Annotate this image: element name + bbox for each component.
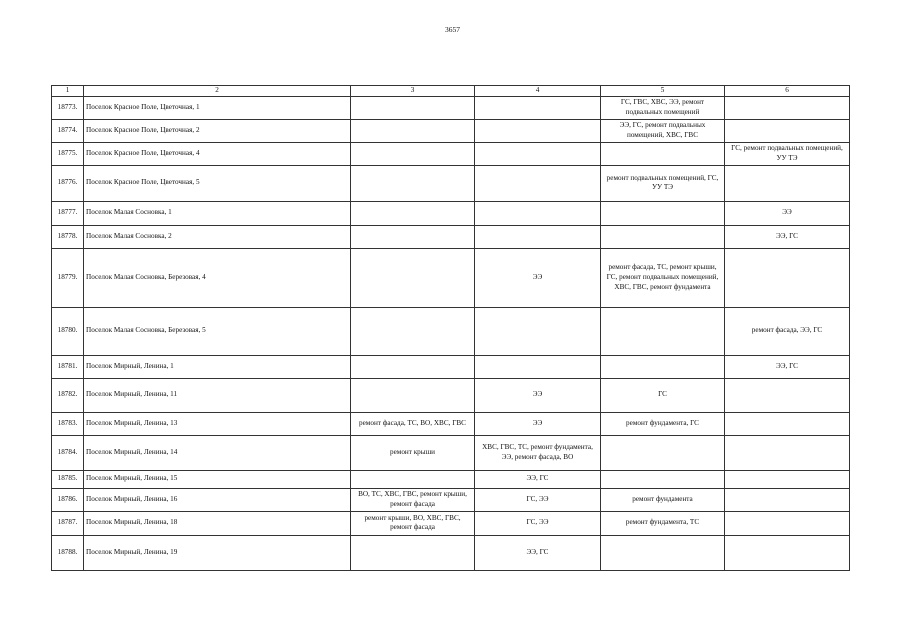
work-cell-col5: [601, 225, 725, 248]
work-cell-col4: ГС, ЭЭ: [475, 511, 601, 535]
work-cell-col4: [475, 201, 601, 225]
work-cell-col4: ЭЭ, ГС: [475, 535, 601, 570]
work-cell-col5: ГС: [601, 378, 725, 412]
address-cell: Поселок Мирный, Ленина, 19: [84, 535, 351, 570]
work-cell-col5: ремонт фундамента: [601, 488, 725, 511]
table-row: [52, 535, 850, 570]
work-cell-col6: [725, 488, 850, 511]
column-header: 1: [52, 86, 84, 97]
work-cell-col6: [725, 511, 850, 535]
work-cell-col3: ремонт крыши: [351, 435, 475, 470]
work-cell-col6: [725, 119, 850, 142]
work-cell-col4: ЭЭ: [475, 378, 601, 412]
work-cell-col4: ЭЭ: [475, 412, 601, 435]
row-number: 18774.: [52, 119, 84, 142]
address-cell: Поселок Малая Сосновка, Березовая, 4: [84, 248, 351, 307]
column-header: 5: [601, 86, 725, 97]
work-cell-col6: [725, 96, 850, 119]
row-number: 18773.: [52, 96, 84, 119]
work-cell-col5: [601, 535, 725, 570]
work-cell-col5: [601, 470, 725, 488]
work-cell-col3: [351, 225, 475, 248]
row-number: 18785.: [52, 470, 84, 488]
work-cell-col4: [475, 165, 601, 201]
work-cell-col6: [725, 378, 850, 412]
work-cell-col5: [601, 435, 725, 470]
work-cell-col5: ремонт фасада, ТС, ремонт крыши, ГС, ремонт подвальных помещений, ХВС, ГВС, ремонт фундамента: [601, 248, 725, 307]
work-cell-col6: ЭЭ, ГС: [725, 225, 850, 248]
work-cell-col3: [351, 470, 475, 488]
work-cell-col5: ремонт фундамента, ГС: [601, 412, 725, 435]
table-row: [52, 201, 850, 225]
address-cell: Поселок Мирный, Ленина, 13: [84, 412, 351, 435]
work-cell-col6: [725, 435, 850, 470]
row-number: 18777.: [52, 201, 84, 225]
work-cell-col5: [601, 307, 725, 355]
row-number: 18784.: [52, 435, 84, 470]
row-number: 18775.: [52, 142, 84, 165]
table-row: [52, 355, 850, 378]
work-cell-col4: ГС, ЭЭ: [475, 488, 601, 511]
work-cell-col6: ГС, ремонт подвальных помещений, УУ ТЭ: [725, 142, 850, 165]
column-header: 6: [725, 86, 850, 97]
row-number: 18779.: [52, 248, 84, 307]
work-cell-col6: ЭЭ, ГС: [725, 355, 850, 378]
table-row: [52, 470, 850, 488]
address-cell: Поселок Мирный, Ленина, 11: [84, 378, 351, 412]
work-cell-col6: [725, 165, 850, 201]
work-cell-col4: ЭЭ, ГС: [475, 470, 601, 488]
address-cell: Поселок Малая Сосновка, Березовая, 5: [84, 307, 351, 355]
row-number: 18786.: [52, 488, 84, 511]
work-cell-col4: [475, 119, 601, 142]
work-cell-col3: [351, 535, 475, 570]
table-row: [52, 307, 850, 355]
work-cell-col4: [475, 355, 601, 378]
table-row: [52, 119, 850, 142]
address-cell: Поселок Мирный, Ленина, 15: [84, 470, 351, 488]
table-row: [52, 378, 850, 412]
address-cell: Поселок Мирный, Ленина, 14: [84, 435, 351, 470]
row-number: 18781.: [52, 355, 84, 378]
work-cell-col5: [601, 201, 725, 225]
work-cell-col6: ремонт фасада, ЭЭ, ГС: [725, 307, 850, 355]
work-cell-col3: ВО, ТС, ХВС, ГВС, ремонт крыши, ремонт фасада: [351, 488, 475, 511]
row-number: 18788.: [52, 535, 84, 570]
address-cell: Поселок Мирный, Ленина, 18: [84, 511, 351, 535]
table-row: [52, 488, 850, 511]
work-cell-col3: [351, 307, 475, 355]
work-cell-col6: [725, 535, 850, 570]
work-cell-col3: [351, 119, 475, 142]
work-cell-col3: ремонт крыши, ВО, ХВС, ГВС, ремонт фасада: [351, 511, 475, 535]
address-cell: Поселок Малая Сосновка, 2: [84, 225, 351, 248]
work-cell-col3: [351, 142, 475, 165]
table-row: [52, 96, 850, 119]
address-cell: Поселок Мирный, Ленина, 1: [84, 355, 351, 378]
table-row: [52, 435, 850, 470]
column-number-row: [52, 86, 850, 97]
work-cell-col5: [601, 355, 725, 378]
column-header: 2: [84, 86, 351, 97]
table-row: [52, 412, 850, 435]
row-number: 18782.: [52, 378, 84, 412]
page-number: 3657: [445, 25, 460, 34]
work-cell-col6: [725, 412, 850, 435]
work-cell-col6: ЭЭ: [725, 201, 850, 225]
work-cell-col6: [725, 248, 850, 307]
work-cell-col3: [351, 165, 475, 201]
work-cell-col3: [351, 355, 475, 378]
work-cell-col3: [351, 378, 475, 412]
work-cell-col4: [475, 96, 601, 119]
address-cell: Поселок Красное Поле, Цветочная, 2: [84, 119, 351, 142]
column-header: 3: [351, 86, 475, 97]
column-header: 4: [475, 86, 601, 97]
row-number: 18776.: [52, 165, 84, 201]
work-cell-col3: ремонт фасада, ТС, ВО, ХВС, ГВС: [351, 412, 475, 435]
address-cell: Поселок Красное Поле, Цветочная, 4: [84, 142, 351, 165]
row-number: 18780.: [52, 307, 84, 355]
address-cell: Поселок Красное Поле, Цветочная, 1: [84, 96, 351, 119]
work-cell-col5: ремонт подвальных помещений, ГС, УУ ТЭ: [601, 165, 725, 201]
work-cell-col4: [475, 307, 601, 355]
work-cell-col4: ХВС, ГВС, ТС, ремонт фундамента, ЭЭ, ремонт фасада, ВО: [475, 435, 601, 470]
row-number: 18787.: [52, 511, 84, 535]
row-number: 18783.: [52, 412, 84, 435]
work-cell-col4: [475, 142, 601, 165]
address-cell: Поселок Малая Сосновка, 1: [84, 201, 351, 225]
work-cell-col5: [601, 142, 725, 165]
table-row: [52, 248, 850, 307]
address-cell: Поселок Мирный, Ленина, 16: [84, 488, 351, 511]
table-row: [52, 511, 850, 535]
repair-schedule-table: [51, 85, 850, 571]
work-cell-col4: [475, 225, 601, 248]
work-cell-col3: [351, 201, 475, 225]
table-row: [52, 165, 850, 201]
table-row: [52, 225, 850, 248]
row-number: 18778.: [52, 225, 84, 248]
table-row: [52, 142, 850, 165]
work-cell-col3: [351, 96, 475, 119]
work-cell-col5: ГС, ГВС, ХВС, ЭЭ, ремонт подвальных помещений: [601, 96, 725, 119]
work-cell-col6: [725, 470, 850, 488]
work-cell-col5: ЭЭ, ГС, ремонт подвальных помещений, ХВС, ГВС: [601, 119, 725, 142]
work-cell-col5: ремонт фундамента, ТС: [601, 511, 725, 535]
work-cell-col4: ЭЭ: [475, 248, 601, 307]
address-cell: Поселок Красное Поле, Цветочная, 5: [84, 165, 351, 201]
work-cell-col3: [351, 248, 475, 307]
